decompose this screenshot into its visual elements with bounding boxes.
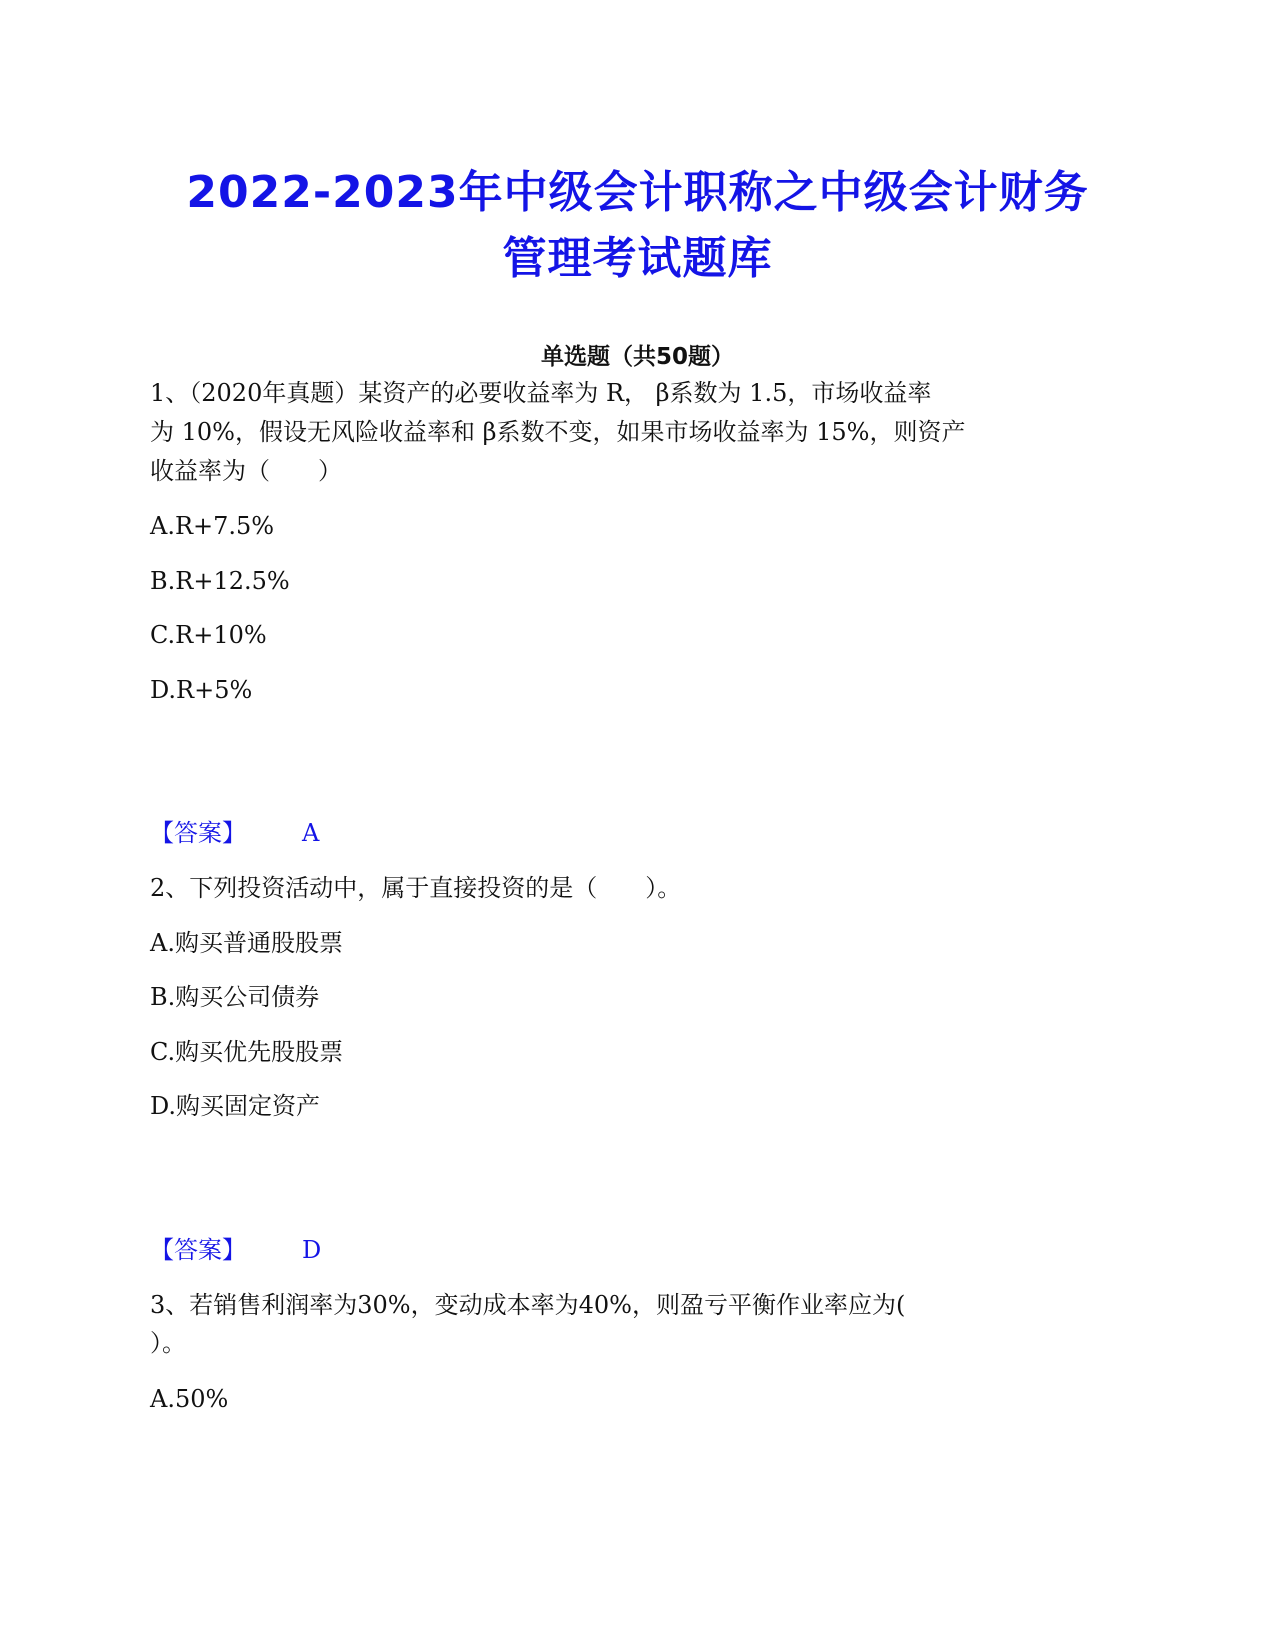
- question-2-stem-line-1: 2、下列投资活动中，属于直接投资的是（ ）。: [150, 874, 682, 902]
- question-1-answer: [150, 818, 319, 848]
- question-3-stem-line-2: ）。: [150, 1329, 186, 1357]
- question-1-option-b: B.R+12.5%: [150, 567, 290, 595]
- question-2-option-a: A.购买普通股股票: [150, 929, 343, 957]
- answer-value: A: [302, 819, 320, 847]
- answer-value: D: [302, 1236, 322, 1264]
- question-3-option-a: A.50%: [150, 1385, 229, 1413]
- document-title-line-2: 管理考试题库: [502, 233, 773, 284]
- question-1-option-a: A.R+7.5%: [150, 512, 275, 540]
- question-1-stem-line-1: 1、（2020年真题）某资产的必要收益率为 R， β系数为 1.5，市场收益率: [150, 379, 932, 407]
- answer-label: 【答案】: [150, 819, 246, 847]
- question-1-stem-line-2: 为 10%，假设无风险收益率和 β系数不变，如果市场收益率为 15%，则资产: [150, 418, 966, 446]
- answer-label: 【答案】: [150, 1236, 246, 1264]
- document-title-line-1: 2022-2023年中级会计职称之中级会计财务: [186, 167, 1089, 218]
- question-1-option-c: C.R+10%: [150, 621, 267, 649]
- question-1-option-d: D.R+5%: [150, 676, 253, 704]
- question-2-answer: [150, 1235, 321, 1265]
- question-2-option-d: D.购买固定资产: [150, 1092, 321, 1120]
- question-2-option-b: B.购买公司债券: [150, 983, 320, 1011]
- section-heading: 单选题（共50题）: [540, 344, 734, 370]
- question-1-stem-line-3: 收益率为（ ）: [150, 457, 342, 485]
- question-3-stem-line-1: 3、若销售利润率为30%，变动成本率为40%，则盈亏平衡作业率应为(: [150, 1291, 906, 1319]
- question-2-option-c: C.购买优先股股票: [150, 1038, 344, 1066]
